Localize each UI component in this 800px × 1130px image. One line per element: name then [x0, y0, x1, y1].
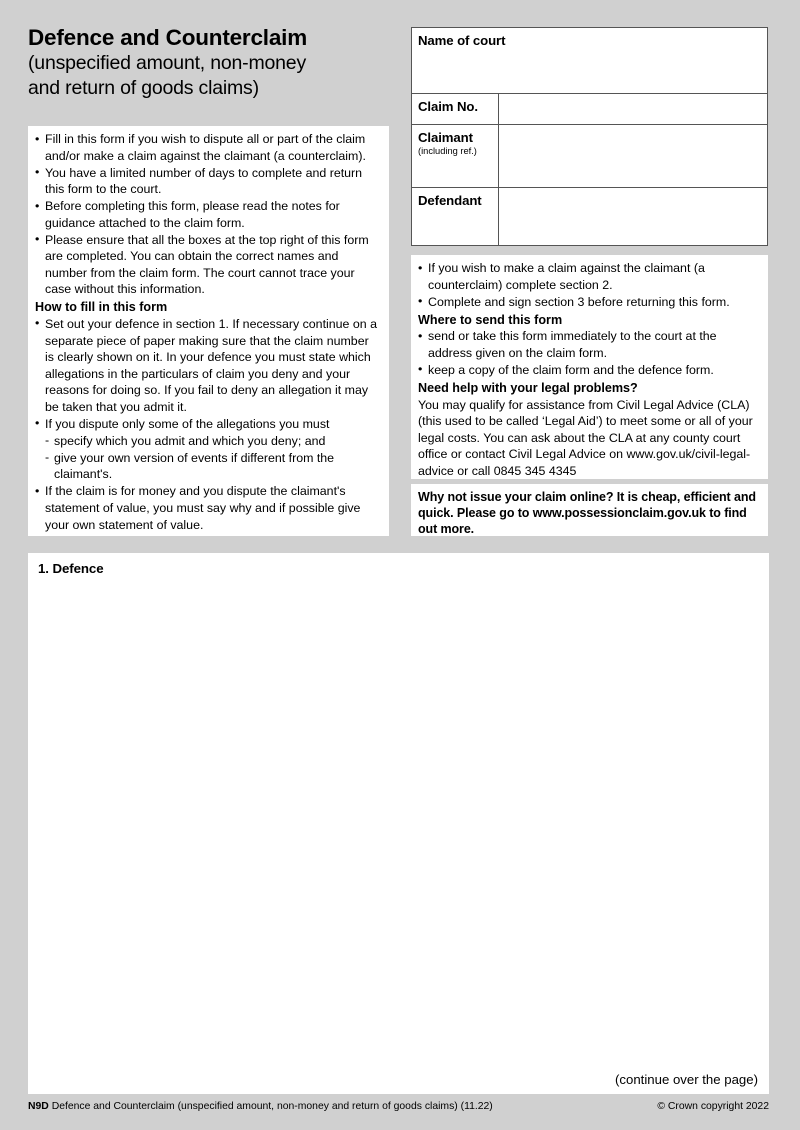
page-title [28, 24, 428, 101]
defence-section-heading: 1. Defence [38, 561, 104, 576]
name-of-court-label-cell [412, 28, 767, 93]
left-instructions-panel [28, 126, 389, 536]
list-item-sub: - specify which you admit and which you deny; and [35, 433, 380, 450]
right-instructions-top-list [418, 260, 761, 310]
claimant-input[interactable] [499, 125, 767, 187]
claim-no-label-cell [412, 94, 499, 124]
page-footer [28, 1100, 769, 1113]
page-title-sub-line-2: and return of goods claims) [28, 77, 259, 99]
list-item: • You have a limited number of days to complete and return this form to the court. [35, 165, 380, 198]
list-item: • If you dispute only some of the allegations you must [35, 416, 380, 433]
how-to-fill-list [35, 316, 380, 533]
list-item: • Fill in this form if you wish to dispute all or part of the claim and/or make a claim against the claimant (a counterclaim). [35, 131, 380, 164]
defendant-label-cell [412, 188, 499, 245]
page-title-sub-line-1: (unspecified amount, non-money [28, 52, 306, 74]
name-of-court-input[interactable] [418, 49, 767, 67]
where-to-send-list [418, 328, 761, 378]
defence-answer-input[interactable] [38, 583, 759, 1060]
claim-online-promo-text: Why not issue your claim online? It is cheap, efficient and quick. Please go to www.possessionclaim.gov.uk to find out more. [418, 490, 756, 537]
list-item: • send or take this form immediately to the court at the address given on the claim form. [418, 328, 761, 361]
claim-online-promo-box [411, 484, 768, 536]
footer-form-reference [28, 1100, 493, 1113]
where-to-send-heading: Where to send this form [418, 312, 563, 327]
right-instructions-panel [411, 255, 768, 479]
table-row-defendant [412, 187, 767, 245]
court-details-table [411, 27, 768, 246]
list-item: • keep a copy of the claim form and the defence form. [418, 362, 761, 379]
list-item: • If the claim is for money and you dispute the claimant's statement of value, you must say why and if possible give your own statement of value. [35, 483, 380, 533]
table-row-claimant [412, 124, 767, 187]
list-item: • Set out your defence in section 1. If necessary continue on a separate piece of paper making sure that the claim number is clearly shown on it. In your defence you must state which allegations in the particulars of claim you deny and your reasons for doing so. If you fail to deny an allegation it may be taken that you admit it. [35, 316, 380, 415]
footer-form-code: N9D [28, 1101, 49, 1112]
table-row-claim-no [412, 93, 767, 124]
table-row-name-of-court [412, 28, 767, 93]
continue-over-page-note: (continue over the page) [615, 1072, 758, 1087]
page-title-main: Defence and Counterclaim [28, 25, 308, 50]
claimant-label-cell [412, 125, 499, 187]
list-item: • Before completing this form, please read the notes for guidance attached to the claim form. [35, 198, 380, 231]
footer-copyright: © Crown copyright 2022 [657, 1101, 769, 1112]
defendant-label: Defendant [418, 193, 482, 208]
list-item-sub: - give your own version of events if different from the claimant's. [35, 450, 380, 483]
defence-section-panel [28, 553, 769, 1094]
claimant-label: Claimant [418, 130, 473, 145]
how-to-fill-heading: How to fill in this form [35, 300, 168, 315]
claim-no-input[interactable] [499, 94, 767, 124]
list-item: • Complete and sign section 3 before returning this form. [418, 294, 761, 311]
list-item: • If you wish to make a claim against the claimant (a counterclaim) complete section 2. [418, 260, 761, 293]
name-of-court-label: Name of court [418, 33, 506, 48]
left-instructions-top-list [35, 131, 380, 298]
defendant-input[interactable] [499, 188, 767, 245]
legal-help-body: You may qualify for assistance from Civil Legal Advice (CLA) (this used to be called ‘Legal Aid’) to meet some or all of your legal costs. You can ask about the CLA at any county court office or contact Civil Legal Advice on www.gov.uk/civil-legal-advice or call 0845 345 4345 [418, 397, 753, 478]
list-item: • Please ensure that all the boxes at the top right of this form are completed. You can obtain the correct names and number from the claim form. The court cannot trace your case without this information. [35, 232, 380, 298]
claimant-sub-label: (including ref.) [418, 145, 477, 156]
legal-help-heading: Need help with your legal problems? [418, 381, 638, 396]
footer-form-description: Defence and Counterclaim (unspecified amount, non-money and return of goods claims) (11.22) [51, 1101, 493, 1112]
claim-no-label: Claim No. [418, 99, 478, 114]
